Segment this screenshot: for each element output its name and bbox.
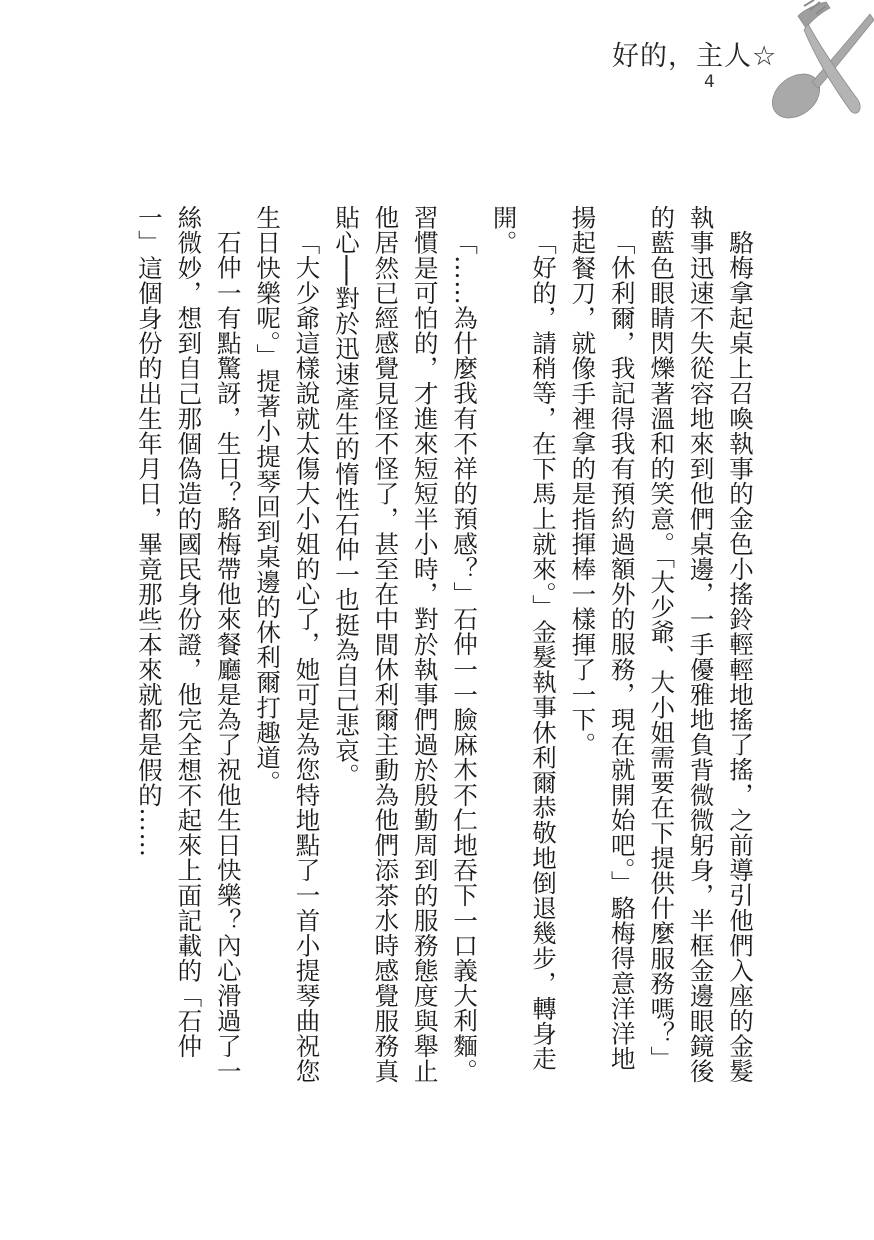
paragraph-5: 「大少爺這樣說就太傷大小姐的心了，她可是為您特地點了一首小提琴曲祝您生日快樂呢。」提著小提琴回到桌邊的休利爾打趣道。 (253, 205, 322, 1083)
running-header-title: 好的，主人☆ (612, 41, 778, 72)
vertical-body-text (130, 205, 760, 1085)
fork-spoon-icon (760, 0, 874, 135)
paragraph-1: 駱梅拿起桌上召喚執事的金色小搖鈴輕輕地搖了搖，之前導引他們入座的金髮執事迅速不失從容地來到他們桌邊，一手優雅地負背微微躬身，半框金邊眼鏡後的藍色眼睛閃爍著溫和的笑意。「大少爺、大小姐需要在下提供什麼服務嗎？」 (647, 205, 755, 1084)
page-number: 4 (704, 72, 715, 92)
paragraph-3: 「好的，請稍等，在下馬上就來。」金髮執事休利爾恭敬地倒退幾步，轉身走開。 (489, 205, 558, 1071)
paragraph-4: 「……為什麼我有不祥的預感？」石仲一一臉麻木不仁地吞下一口義大利麵。習慣是可怕的，才進來短短半小時，對於執事們過於殷勤周到的服務態度與舉止他居然已經感覺見怪不怪了，甚至在中間休利爾主動為他們添茶水時感覺服務真貼心──對於迅速產生的惰性石仲一也挺為自己悲哀。 (331, 205, 480, 1084)
paragraph-6: 石仲一有點驚訝，生日？駱梅帶他來餐廳是為了祝他生日快樂？內心滑過了一絲微妙，想到自己那個偽造的國民身份證，他完全想不起來上面記載的「石仲一」這個身份的出生年月日，畢竟那些本來就都是假的…… (134, 205, 243, 1083)
paragraph-2: 「休利爾，我記得我有預約過額外的服務，現在就開始吧。」駱梅得意洋洋地揚起餐刀，就像手裡拿的是指揮棒一樣揮了一下。 (568, 205, 637, 1071)
